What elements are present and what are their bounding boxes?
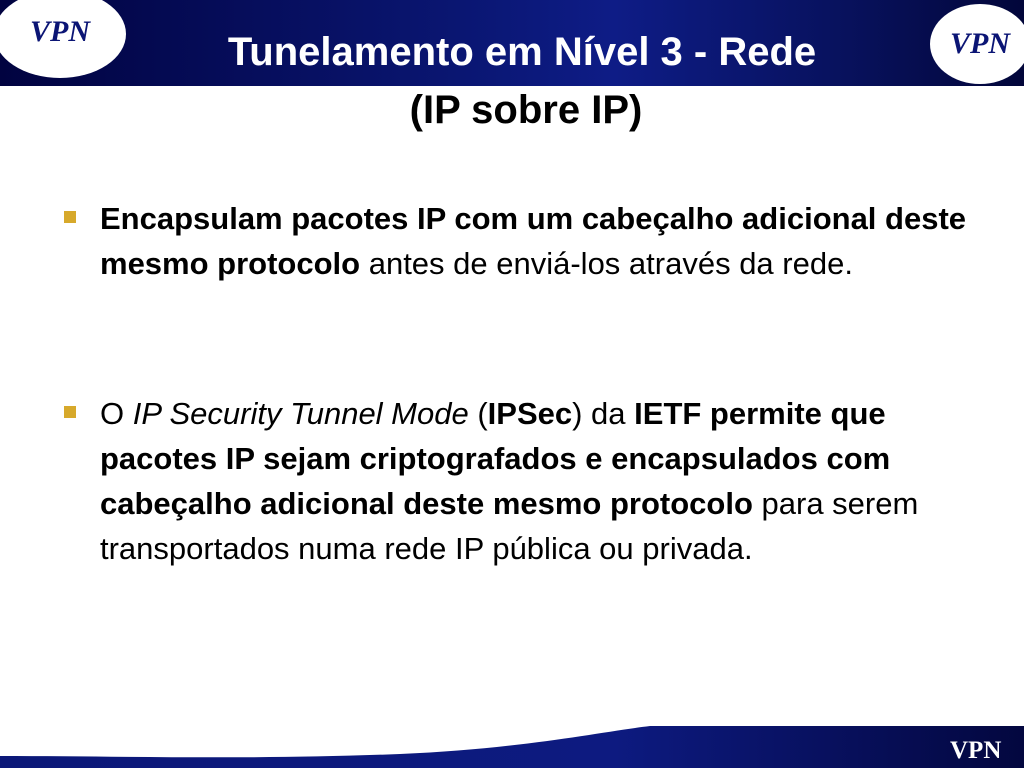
bullet-item-2 — [100, 391, 980, 571]
footer-vpn-logo: VPN — [950, 737, 1002, 764]
bullet-item-1 — [100, 196, 980, 286]
footer-band — [0, 718, 1024, 768]
bullet-2-italic: IP Security Tunnel Mode — [132, 396, 469, 431]
bullet-1-bold: Encapsulam pacotes IP com um cabeçalho adicional deste mesmo protocolo — [100, 201, 967, 281]
slide-subtitle: (IP sobre IP) — [409, 88, 643, 132]
bullet-2-text: para serem transportados numa rede IP pública ou privada. — [100, 486, 919, 566]
slide-title: Tunelamento em Nível 3 - Rede — [227, 30, 817, 74]
bullet-2-prefix: O — [100, 396, 133, 431]
bullet-2-paren-open: ( — [468, 396, 488, 431]
square-bullet-icon — [64, 211, 76, 223]
bullet-1-text: antes de enviá-los através da rede. — [360, 246, 853, 281]
bullet-2-da: ) da — [572, 396, 635, 431]
vpn-logo-right-text: VPN — [950, 27, 1010, 60]
bullet-2-bold: IETF permite que pacotes IP sejam criptografados e encapsulados com cabeçalho adicional deste mesmo protocolo — [100, 396, 891, 521]
vpn-logo-left-text: VPN — [30, 15, 90, 48]
square-bullet-icon — [64, 406, 76, 418]
bullet-2-ipsec: IPSec — [487, 396, 573, 431]
